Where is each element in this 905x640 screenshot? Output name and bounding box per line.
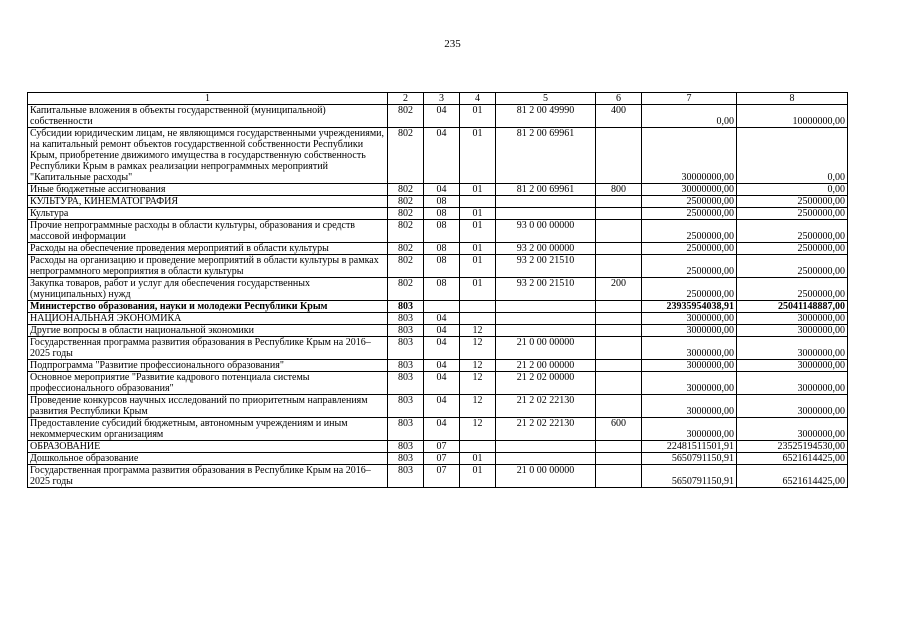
row-amount-year2-cell: 3000000,00 [737, 325, 848, 337]
header-row [28, 93, 848, 105]
row-section-cell [424, 301, 460, 313]
table-row [28, 465, 848, 488]
table-row [28, 372, 848, 395]
row-amount-year1-cell: 0,00 [642, 105, 737, 128]
row-name-cell: Закупка товаров, работ и услуг для обеспечения государственных (муниципальных) нужд [28, 278, 388, 301]
header-cell: 7 [642, 93, 737, 105]
row-section-cell: 08 [424, 243, 460, 255]
row-expense-type-cell: 200 [596, 278, 642, 301]
row-name-cell: Подпрограмма "Развитие профессионального образования" [28, 360, 388, 372]
row-section-cell: 04 [424, 372, 460, 395]
row-expense-type-cell: 800 [596, 184, 642, 196]
row-name-cell: Прочие непрограммные расходы в области культуры, образования и средств массовой информации [28, 220, 388, 243]
row-code-cell: 802 [388, 243, 424, 255]
row-code-cell: 803 [388, 372, 424, 395]
row-subsection-cell: 12 [460, 372, 496, 395]
row-code-cell: 802 [388, 184, 424, 196]
row-code-cell: 803 [388, 441, 424, 453]
table-row [28, 337, 848, 360]
row-expense-type-cell [596, 465, 642, 488]
row-subsection-cell [460, 196, 496, 208]
row-section-cell: 04 [424, 418, 460, 441]
row-target-article-cell: 21 0 00 00000 [496, 337, 596, 360]
row-name-cell: Другие вопросы в области национальной экономики [28, 325, 388, 337]
row-expense-type-cell [596, 313, 642, 325]
row-name-cell: Расходы на обеспечение проведения мероприятий в области культуры [28, 243, 388, 255]
row-code-cell: 803 [388, 313, 424, 325]
row-target-article-cell: 93 2 00 00000 [496, 243, 596, 255]
row-amount-year1-cell: 3000000,00 [642, 337, 737, 360]
row-name-cell: Субсидии юридическим лицам, не являющимся государственными учреждениями, на капитальный ремонт объектов государственной собственности Республики Крым, приобретение движимого имущества в государственную собственность Республики Крым в рамках реализации непрограммных мероприятий "Капитальные расходы" [28, 128, 388, 184]
row-amount-year1-cell: 3000000,00 [642, 313, 737, 325]
row-subsection-cell: 12 [460, 418, 496, 441]
header-cell: 4 [460, 93, 496, 105]
row-section-cell: 07 [424, 441, 460, 453]
row-code-cell: 802 [388, 255, 424, 278]
header-cell: 8 [737, 93, 848, 105]
row-amount-year2-cell: 23525194530,00 [737, 441, 848, 453]
row-subsection-cell: 01 [460, 220, 496, 243]
row-section-cell: 04 [424, 184, 460, 196]
row-amount-year1-cell: 3000000,00 [642, 360, 737, 372]
row-target-article-cell: 93 2 00 21510 [496, 278, 596, 301]
row-amount-year1-cell: 2500000,00 [642, 255, 737, 278]
table-row [28, 325, 848, 337]
row-subsection-cell [460, 441, 496, 453]
row-subsection-cell: 01 [460, 255, 496, 278]
row-amount-year2-cell: 2500000,00 [737, 196, 848, 208]
table-row [28, 395, 848, 418]
row-section-cell: 04 [424, 395, 460, 418]
row-target-article-cell [496, 208, 596, 220]
row-expense-type-cell [596, 441, 642, 453]
row-target-article-cell: 93 0 00 00000 [496, 220, 596, 243]
row-amount-year2-cell: 0,00 [737, 184, 848, 196]
row-name-cell: Культура [28, 208, 388, 220]
row-expense-type-cell [596, 196, 642, 208]
row-amount-year1-cell: 3000000,00 [642, 372, 737, 395]
row-amount-year1-cell: 5650791150,91 [642, 453, 737, 465]
row-amount-year2-cell: 3000000,00 [737, 395, 848, 418]
table-row [28, 441, 848, 453]
budget-table [27, 92, 848, 488]
row-expense-type-cell [596, 243, 642, 255]
header-cell: 1 [28, 93, 388, 105]
row-amount-year1-cell: 30000000,00 [642, 128, 737, 184]
row-amount-year2-cell: 3000000,00 [737, 337, 848, 360]
row-amount-year2-cell: 2500000,00 [737, 243, 848, 255]
row-section-cell: 08 [424, 220, 460, 243]
row-target-article-cell: 21 2 00 00000 [496, 360, 596, 372]
header-cell: 6 [596, 93, 642, 105]
row-subsection-cell: 01 [460, 208, 496, 220]
row-name-cell: Иные бюджетные ассигнования [28, 184, 388, 196]
row-subsection-cell [460, 301, 496, 313]
row-code-cell: 803 [388, 301, 424, 313]
row-subsection-cell: 01 [460, 128, 496, 184]
row-target-article-cell: 93 2 00 21510 [496, 255, 596, 278]
row-expense-type-cell [596, 301, 642, 313]
row-expense-type-cell [596, 453, 642, 465]
row-expense-type-cell [596, 255, 642, 278]
row-section-cell: 04 [424, 360, 460, 372]
row-target-article-cell: 21 2 02 22130 [496, 395, 596, 418]
table-row [28, 220, 848, 243]
row-amount-year1-cell: 22481511501,91 [642, 441, 737, 453]
row-section-cell: 04 [424, 337, 460, 360]
row-amount-year1-cell: 3000000,00 [642, 418, 737, 441]
row-name-cell: Государственная программа развития образования в Республике Крым на 2016–2025 годы [28, 337, 388, 360]
row-name-cell: Основное мероприятие "Развитие кадрового потенциала системы профессионального образования" [28, 372, 388, 395]
row-target-article-cell: 81 2 00 69961 [496, 184, 596, 196]
row-section-cell: 08 [424, 255, 460, 278]
row-amount-year2-cell: 6521614425,00 [737, 465, 848, 488]
row-code-cell: 802 [388, 220, 424, 243]
row-amount-year1-cell: 30000000,00 [642, 184, 737, 196]
row-code-cell: 803 [388, 453, 424, 465]
row-code-cell: 803 [388, 360, 424, 372]
row-name-cell: Государственная программа развития образования в Республике Крым на 2016–2025 годы [28, 465, 388, 488]
row-amount-year2-cell: 6521614425,00 [737, 453, 848, 465]
row-name-cell: НАЦИОНАЛЬНАЯ ЭКОНОМИКА [28, 313, 388, 325]
row-target-article-cell [496, 325, 596, 337]
row-expense-type-cell: 600 [596, 418, 642, 441]
row-amount-year1-cell: 2500000,00 [642, 278, 737, 301]
row-target-article-cell [496, 196, 596, 208]
row-section-cell: 04 [424, 105, 460, 128]
row-name-cell: Дошкольное образование [28, 453, 388, 465]
row-expense-type-cell [596, 360, 642, 372]
row-section-cell: 08 [424, 208, 460, 220]
row-expense-type-cell [596, 220, 642, 243]
table-row [28, 453, 848, 465]
row-section-cell: 04 [424, 325, 460, 337]
header-cell: 5 [496, 93, 596, 105]
row-code-cell: 802 [388, 208, 424, 220]
row-target-article-cell: 21 0 00 00000 [496, 465, 596, 488]
row-amount-year2-cell: 3000000,00 [737, 372, 848, 395]
row-code-cell: 803 [388, 418, 424, 441]
row-amount-year2-cell: 2500000,00 [737, 255, 848, 278]
row-code-cell: 803 [388, 325, 424, 337]
row-target-article-cell [496, 453, 596, 465]
row-name-cell: Капитальные вложения в объекты государственной (муниципальной) собственности [28, 105, 388, 128]
table-row [28, 184, 848, 196]
row-target-article-cell [496, 301, 596, 313]
row-subsection-cell: 12 [460, 325, 496, 337]
row-section-cell: 07 [424, 453, 460, 465]
table-row [28, 301, 848, 313]
row-subsection-cell: 01 [460, 278, 496, 301]
row-target-article-cell: 81 2 00 69961 [496, 128, 596, 184]
row-code-cell: 802 [388, 196, 424, 208]
row-target-article-cell: 21 2 02 22130 [496, 418, 596, 441]
row-subsection-cell: 12 [460, 337, 496, 360]
table-row [28, 255, 848, 278]
header-cell: 3 [424, 93, 460, 105]
row-amount-year1-cell: 3000000,00 [642, 325, 737, 337]
row-expense-type-cell [596, 372, 642, 395]
row-section-cell: 07 [424, 465, 460, 488]
row-subsection-cell [460, 313, 496, 325]
row-name-cell: Министерство образования, науки и молодежи Республики Крым [28, 301, 388, 313]
row-subsection-cell: 01 [460, 465, 496, 488]
header-cell: 2 [388, 93, 424, 105]
row-amount-year2-cell: 10000000,00 [737, 105, 848, 128]
row-name-cell: Расходы на организацию и проведение мероприятий в области культуры в рамках непрограммного мероприятия в области культуры [28, 255, 388, 278]
row-section-cell: 08 [424, 278, 460, 301]
row-amount-year2-cell: 0,00 [737, 128, 848, 184]
table-row [28, 418, 848, 441]
row-name-cell: ОБРАЗОВАНИЕ [28, 441, 388, 453]
row-amount-year1-cell: 2500000,00 [642, 196, 737, 208]
row-target-article-cell: 21 2 02 00000 [496, 372, 596, 395]
row-amount-year2-cell: 25041148887,00 [737, 301, 848, 313]
row-name-cell: Проведение конкурсов научных исследований по приоритетным направлениям развития Республики Крым [28, 395, 388, 418]
row-section-cell: 08 [424, 196, 460, 208]
table-row [28, 313, 848, 325]
row-code-cell: 803 [388, 337, 424, 360]
table-row [28, 128, 848, 184]
row-amount-year2-cell: 3000000,00 [737, 418, 848, 441]
row-name-cell: КУЛЬТУРА, КИНЕМАТОГРАФИЯ [28, 196, 388, 208]
row-target-article-cell: 81 2 00 49990 [496, 105, 596, 128]
row-amount-year1-cell: 2500000,00 [642, 220, 737, 243]
row-subsection-cell: 12 [460, 360, 496, 372]
row-amount-year2-cell: 2500000,00 [737, 278, 848, 301]
row-code-cell: 802 [388, 105, 424, 128]
row-subsection-cell: 01 [460, 243, 496, 255]
row-code-cell: 803 [388, 465, 424, 488]
row-amount-year1-cell: 2500000,00 [642, 243, 737, 255]
row-name-cell: Предоставление субсидий бюджетным, автономным учреждениям и иным некоммерческим организациям [28, 418, 388, 441]
row-expense-type-cell: 400 [596, 105, 642, 128]
row-target-article-cell [496, 313, 596, 325]
table-row [28, 208, 848, 220]
row-amount-year1-cell: 2500000,00 [642, 208, 737, 220]
row-amount-year1-cell: 3000000,00 [642, 395, 737, 418]
row-amount-year1-cell: 23935954038,91 [642, 301, 737, 313]
row-expense-type-cell [596, 325, 642, 337]
row-subsection-cell: 01 [460, 184, 496, 196]
row-expense-type-cell [596, 208, 642, 220]
row-expense-type-cell [596, 395, 642, 418]
row-section-cell: 04 [424, 128, 460, 184]
row-section-cell: 04 [424, 313, 460, 325]
row-code-cell: 802 [388, 278, 424, 301]
table-row [28, 196, 848, 208]
row-amount-year2-cell: 2500000,00 [737, 208, 848, 220]
table-row [28, 278, 848, 301]
table-body [28, 105, 848, 488]
table-row [28, 360, 848, 372]
row-amount-year2-cell: 3000000,00 [737, 360, 848, 372]
row-amount-year2-cell: 3000000,00 [737, 313, 848, 325]
page-number: 235 [444, 38, 461, 50]
row-subsection-cell: 01 [460, 453, 496, 465]
table-row [28, 105, 848, 128]
row-code-cell: 802 [388, 128, 424, 184]
row-subsection-cell: 12 [460, 395, 496, 418]
row-amount-year1-cell: 5650791150,91 [642, 465, 737, 488]
row-amount-year2-cell: 2500000,00 [737, 220, 848, 243]
row-target-article-cell [496, 441, 596, 453]
row-expense-type-cell [596, 128, 642, 184]
row-code-cell: 803 [388, 395, 424, 418]
row-subsection-cell: 01 [460, 105, 496, 128]
row-expense-type-cell [596, 337, 642, 360]
table-row [28, 243, 848, 255]
